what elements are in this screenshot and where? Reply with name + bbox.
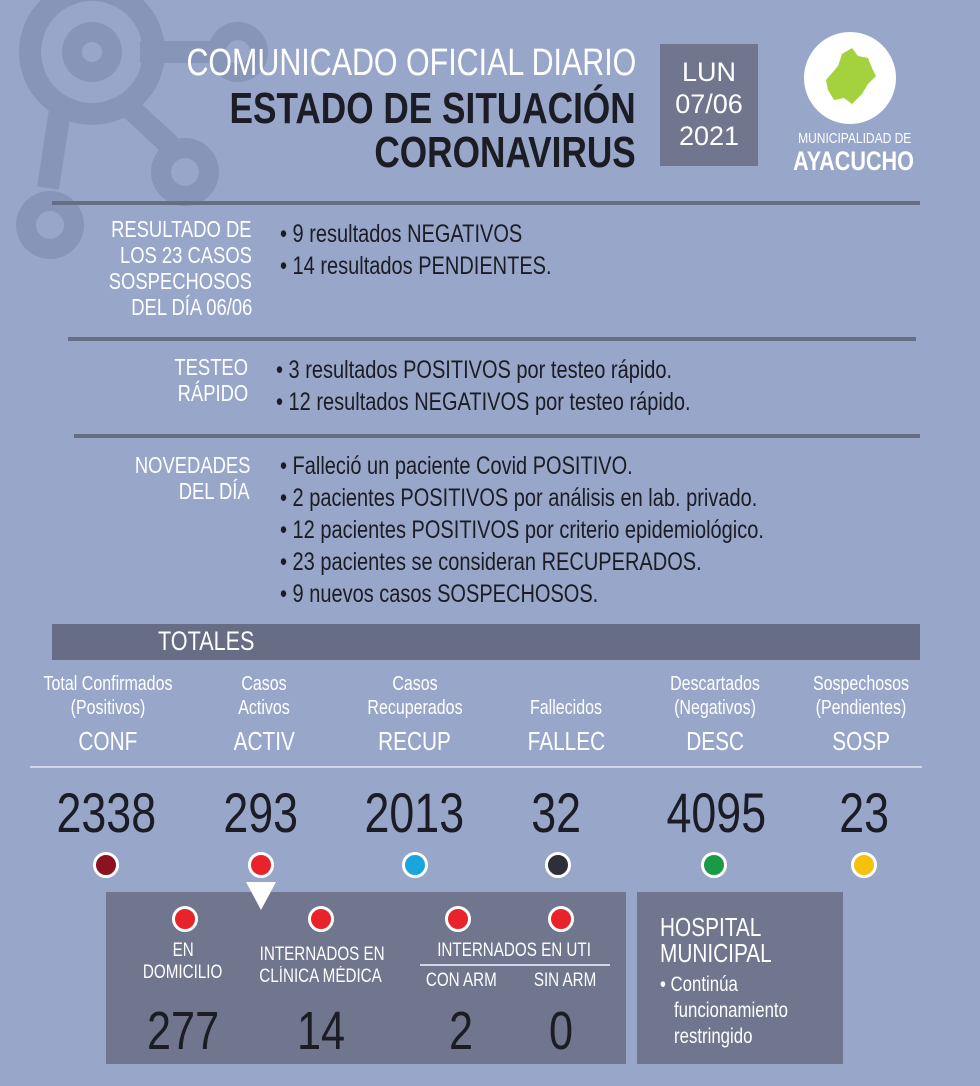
total-fallec-label: Fallecidos FALLEC xyxy=(527,697,605,756)
list-item: • 3 resultados POSITIVOS por testeo rápido. xyxy=(276,356,673,384)
divider xyxy=(68,337,916,341)
clinica-label: INTERNADOS EN CLÍNICA MÉDICA xyxy=(259,944,385,987)
domicilio-value: 277 xyxy=(146,1001,220,1061)
list-item: • 9 nuevos casos SOSPECHOSOS. xyxy=(280,580,599,608)
total-desc-value: 4095 xyxy=(666,781,766,844)
list-item: • 23 pacientes se consideran RECUPERADOS. xyxy=(280,548,702,576)
totales-title: TOTALES xyxy=(158,626,255,656)
divider xyxy=(420,964,610,966)
total-sosp-value: 23 xyxy=(839,781,889,844)
municipality-logo xyxy=(804,32,896,124)
list-item: • 12 pacientes POSITIVOS por criterio epidemiológico. xyxy=(280,516,764,544)
total-conf-label: Total Confirmados (Positivos) CONF xyxy=(43,673,173,756)
section-list-novedades xyxy=(280,450,885,610)
fallec-color-dot xyxy=(545,852,571,878)
sosp-color-dot xyxy=(851,852,877,878)
logo-text-municipalidad: MUNICIPALIDAD DE xyxy=(798,130,912,147)
list-item: • 2 pacientes POSITIVOS por análisis en lab. privado. xyxy=(280,484,758,512)
date-day: LUN xyxy=(681,57,736,87)
total-activ-value: 293 xyxy=(223,781,299,844)
hospital-title: HOSPITAL MUNICIPAL xyxy=(660,912,772,968)
pointer-triangle-icon xyxy=(246,882,276,910)
list-item: • 12 resultados NEGATIVOS por testeo rápido. xyxy=(276,388,691,416)
hospital-status: • Continúa funcionamiento restringido xyxy=(660,973,788,1048)
con-arm-label: CON ARM xyxy=(425,970,497,991)
clinica-value: 14 xyxy=(296,1001,346,1061)
total-sosp-label: Sospechosos (Pendientes) SOSP xyxy=(812,673,910,756)
section-list-testeo xyxy=(276,354,794,418)
divider xyxy=(74,434,920,438)
conf-color-dot xyxy=(93,852,119,878)
con-arm-color-dot xyxy=(445,906,471,932)
domicilio-color-dot xyxy=(172,906,198,932)
list-item: • 9 resultados NEGATIVOS xyxy=(280,220,523,248)
uti-title: INTERNADOS EN UTI xyxy=(437,940,591,961)
header-title-line1: COMUNICADO OFICIAL DIARIO xyxy=(186,42,636,84)
date-box xyxy=(660,44,758,166)
header-title-line2: ESTADO DE SITUACIÓN xyxy=(229,84,636,133)
sin-arm-value: 0 xyxy=(548,1001,574,1061)
total-activ-label: Casos Activos ACTIV xyxy=(233,673,295,756)
list-item: • 14 resultados PENDIENTES. xyxy=(280,252,552,280)
date-year: 2021 xyxy=(678,121,740,151)
sin-arm-label: SIN ARM xyxy=(533,970,597,991)
date-date: 07/06 xyxy=(675,89,743,119)
total-conf-value: 2338 xyxy=(56,781,156,844)
logo-text-ayacucho: AYACUCHO xyxy=(793,146,914,176)
divider xyxy=(52,201,920,205)
section-list-resultados xyxy=(280,218,619,282)
header-title-line3: CORONAVIRUS xyxy=(374,128,636,177)
ayacucho-map-icon xyxy=(804,32,896,124)
desc-color-dot xyxy=(701,852,727,878)
clinica-color-dot xyxy=(308,906,334,932)
domicilio-label: EN DOMICILIO xyxy=(143,940,223,983)
activ-color-dot xyxy=(248,852,274,878)
section-label-resultados: RESULTADO DE LOS 23 CASOS SOSPECHOSOS DEL DÍA 06/06 xyxy=(108,216,252,320)
total-desc-label: Descartados (Negativos) DESC xyxy=(670,673,760,756)
total-fallec-value: 32 xyxy=(531,781,581,844)
divider xyxy=(30,766,922,768)
con-arm-value: 2 xyxy=(448,1001,474,1061)
section-label-testeo: TESTEO RÁPIDO xyxy=(174,354,248,406)
total-recup-label: Casos Recuperados RECUP xyxy=(367,673,463,756)
list-item: • Falleció un paciente Covid POSITIVO. xyxy=(280,452,633,480)
total-recup-value: 2013 xyxy=(364,781,464,844)
section-label-novedades: NOVEDADES DEL DÍA xyxy=(134,452,250,504)
sin-arm-color-dot xyxy=(548,906,574,932)
recup-color-dot xyxy=(402,852,428,878)
